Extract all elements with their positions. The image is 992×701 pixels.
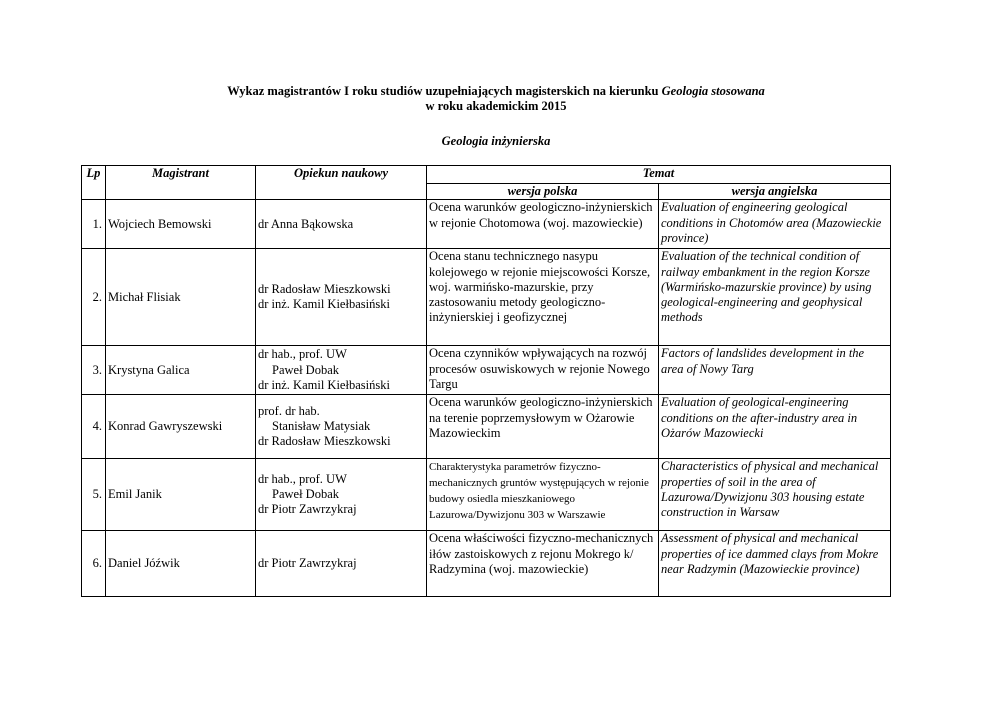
supervisor-name: Stanisław Matysiak [272,419,371,434]
header-topic: Temat [427,166,891,184]
specialization-heading: Geologia inżynierska [441,134,551,148]
row-topic-english: Evaluation of engineering geological conditions in Chotomów area (Mazowieckie province) [659,200,891,249]
row-student: Emil Janik [106,459,256,531]
header-student: Magistrant [106,166,256,200]
supervisor-name: dr Piotr Zawrzykraj [258,502,357,517]
row-supervisor [256,249,427,346]
row-student: Daniel Jóźwik [106,531,256,597]
supervisor-name: Paweł Dobak [272,362,339,377]
document-title-field: Geologia stosowana [661,84,765,98]
table-row [82,395,891,459]
row-topic-polish: Charakterystyka parametrów fizyczno-mechanicznych gruntów występujących w rejonie budowy osiedla mieszkaniowego Lazurowa/Dywizjonu 303 w Warszawie [427,459,659,531]
row-topic-polish: Ocena stanu technicznego nasypu kolejowego w rejonie miejscowości Korsze, woj. warmińsko-mazurskie, przy zastosowaniu metody geologiczno-inżynierskiej i geofizycznej [427,249,659,346]
row-lp: 5. [82,459,106,531]
row-topic-polish: Ocena warunków geologiczno-inżynierskich w rejonie Chotomowa (woj. mazowieckie) [427,200,659,249]
header-english: wersja angielska [659,184,891,200]
supervisor-name: dr inż. Kamil Kiełbasiński [258,297,390,312]
header-polish: wersja polska [427,184,659,200]
row-student: Michał Flisiak [106,249,256,346]
table-row [82,249,891,346]
table-row [82,531,891,597]
supervisor-name: Paweł Dobak [272,487,339,502]
row-topic-english: Evaluation of geological-engineering conditions on the after-industry area in Ożarów Mazowiecki [659,395,891,459]
supervisor-name: prof. dr hab. [258,403,320,418]
document-title-line2: w roku akademickim 2015 [425,99,567,113]
row-supervisor [256,200,427,249]
row-topic-english: Characteristics of physical and mechanical properties of soil in the area of Lazurowa/Dywizjonu 303 housing estate construction in Warsaw [659,459,891,531]
row-supervisor [256,346,427,395]
row-lp: 2. [82,249,106,346]
row-supervisor [256,459,427,531]
row-topic-polish: Ocena właściwości fizyczno-mechanicznych iłów zastoiskowych z rejonu Mokrego k/ Radzymina (woj. mazowieckie) [427,531,659,597]
supervisor-name: dr Radosław Mieszkowski [258,434,391,449]
row-topic-polish: Ocena warunków geologiczno-inżynierskich na terenie poprzemysłowym w Ożarowie Mazowieckim [427,395,659,459]
table-row [82,346,891,395]
table-row [82,200,891,249]
row-topic-english: Assessment of physical and mechanical properties of ice dammed clays from Mokre near Radzymin (Mazowieckie province) [659,531,891,597]
row-supervisor [256,531,427,597]
row-topic-english: Factors of landslides development in the area of Nowy Targ [659,346,891,395]
header-supervisor: Opiekun naukowy [256,166,427,200]
header-lp: Lp [82,166,106,200]
supervisor-name: dr hab., prof. UW [258,347,347,362]
row-supervisor [256,395,427,459]
row-student: Wojciech Bemowski [106,200,256,249]
students-table [81,165,891,597]
supervisor-name: dr Radosław Mieszkowski [258,282,391,296]
table-row [82,459,891,531]
document-title-main: Wykaz magistrantów I roku studiów uzupełniających magisterskich na kierunku [227,84,662,98]
row-topic-polish: Ocena czynników wpływających na rozwój procesów osuwiskowych w rejonie Nowego Targu [427,346,659,395]
supervisor-name: dr Anna Bąkowska [258,216,354,231]
supervisor-name: dr Piotr Zawrzykraj [258,556,357,571]
row-lp: 6. [82,531,106,597]
row-lp: 4. [82,395,106,459]
row-lp: 3. [82,346,106,395]
row-lp: 1. [82,200,106,249]
supervisor-name: dr hab., prof. UW [258,471,347,486]
row-topic-english: Evaluation of the technical condition of railway embankment in the region Korsze (Warmińsko-mazurskie province) by using geological-engineering and geophysical methods [659,249,891,346]
row-student: Konrad Gawryszewski [106,395,256,459]
supervisor-name: dr inż. Kamil Kiełbasiński [258,377,390,392]
row-student: Krystyna Galica [106,346,256,395]
document-title-line1 [0,84,992,99]
